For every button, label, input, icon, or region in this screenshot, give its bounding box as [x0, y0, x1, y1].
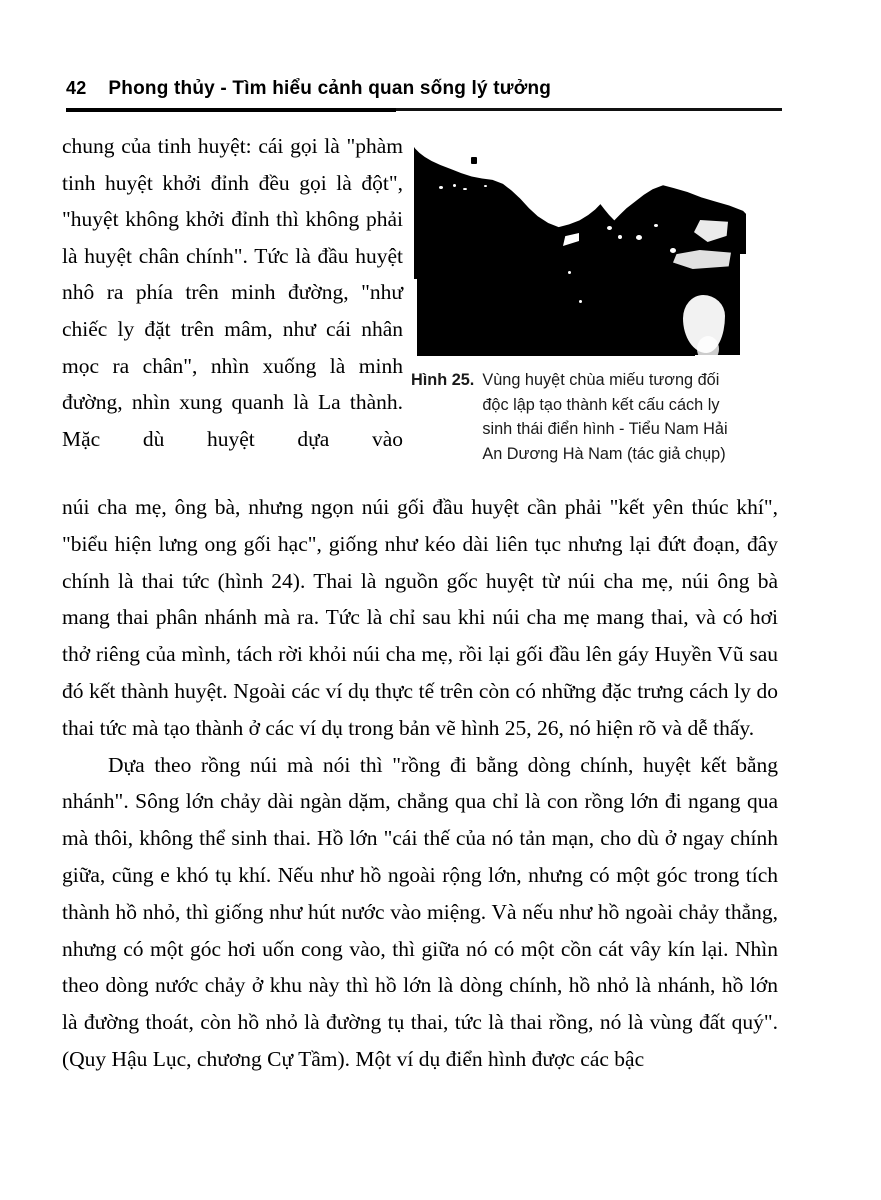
photo-bottom-edge	[411, 355, 753, 359]
blown-highlight-upper	[694, 220, 728, 242]
header-row	[66, 78, 782, 100]
body-text-column	[62, 489, 778, 1078]
highlight-speck	[670, 248, 676, 253]
roof-highlight	[563, 233, 579, 246]
highlight-speck	[484, 185, 487, 187]
blown-highlight-band	[673, 250, 731, 269]
figure-25	[411, 140, 753, 466]
body-paragraph-2: Dựa theo rồng núi mà nói thì "rồng đi bằng dòng chính, huyệt kết bằng nhánh". Sông lớn chảy dài ngàn dặm, chẳng qua chỉ là con rồng lớn đi ngang qua mà thôi, không thể sinh thai. Hồ lớn "cái thế của nó tản mạn, cho dù ở ngay chính giữa, cũng e khó tụ khí. Nếu như hồ ngoài rộng lớn, nhưng có một góc trong tích thành hồ nhỏ, thì giống như hút nước vào miệng. Và nếu như hồ ngoài chảy thẳng, nhưng có một góc hơi uốn cong vào, thì giữa nó có một cồn cát vây kín lại. Nhìn theo dòng nước chảy ở khu này thì hồ lớn là dòng chính, hồ nhỏ là nhánh, hồ lớn là đường thoát, còn hồ nhỏ là đường tụ thai, tức là thai rồng, nó là vùng đất quý". (Quy Hậu Lục, chương Cự Tầm). Một ví dụ điển hình được các bậc	[62, 752, 778, 1071]
photo-right-notch-lower	[740, 254, 748, 359]
running-title: Phong thủy - Tìm hiểu cảnh quan sống lý tưởng	[108, 78, 552, 99]
highlight-speck	[579, 300, 582, 303]
figure-label: Hình 25.	[411, 371, 475, 389]
highlight-speck	[453, 184, 456, 187]
ridge-speck	[471, 157, 477, 164]
highlight-speck	[636, 235, 642, 240]
figure-caption-text: Vùng huyệt chùa miếu tương đối độc lập tạo thành kết cấu cách ly sinh thái điển hình - Tiểu Nam Hải An Dương Hà Nam (tác giả chụp)	[482, 371, 728, 463]
body-paragraph-1: núi cha mẹ, ông bà, nhưng ngọn núi gối đầu huyệt cần phải "kết yên thúc khí", "biểu hiện lưng ong gối hạc", giống như kéo dài liên tục nhưng lại đứt đoạn, đây chính là thai tức (hình 24). Thai là nguồn gốc huyệt từ núi cha mẹ, núi ông bà mang thai phân nhánh mà ra. Tức là chỉ sau khi núi cha mẹ mang thai, và có hơi thở riêng của mình, tách rời khỏi núi cha mẹ, rồi lại gối đầu lên gáy Huyền Vũ sau đó kết thành huyệt. Ngoài các ví dụ thực tế trên còn có những đặc trưng cách ly do thai tức mà tạo thành ở các ví dụ trong bản vẽ hình 25, 26, nó hiện rõ và dễ thấy.	[62, 495, 778, 740]
header-divider	[66, 108, 782, 111]
left-text-column: chung của tinh huyệt: cái gọi là "phàm tinh huyệt khởi đỉnh đều gọi là đột", "huyệt không khởi đỉnh thì không phải là huyệt chân chính". Tức là đầu huyệt nhô ra phía trên minh đường, "như chiếc ly đặt trên mâm, như cái nhân mọc ra chân", nhìn xuống là minh đường, nhìn xung quanh là La thành. Mặc dù huyệt dựa vào	[62, 134, 403, 451]
highlight-speck	[439, 186, 443, 189]
highlight-speck	[654, 224, 658, 227]
highlight-speck	[607, 226, 612, 230]
page-number: 42	[66, 78, 87, 98]
figure-photograph	[411, 140, 753, 359]
highlight-speck	[618, 235, 622, 239]
highlight-speck	[568, 271, 571, 274]
photo-left-edge-lower	[413, 279, 417, 359]
page-header	[66, 78, 782, 112]
figure-caption	[411, 368, 753, 466]
highlight-speck	[463, 188, 467, 190]
